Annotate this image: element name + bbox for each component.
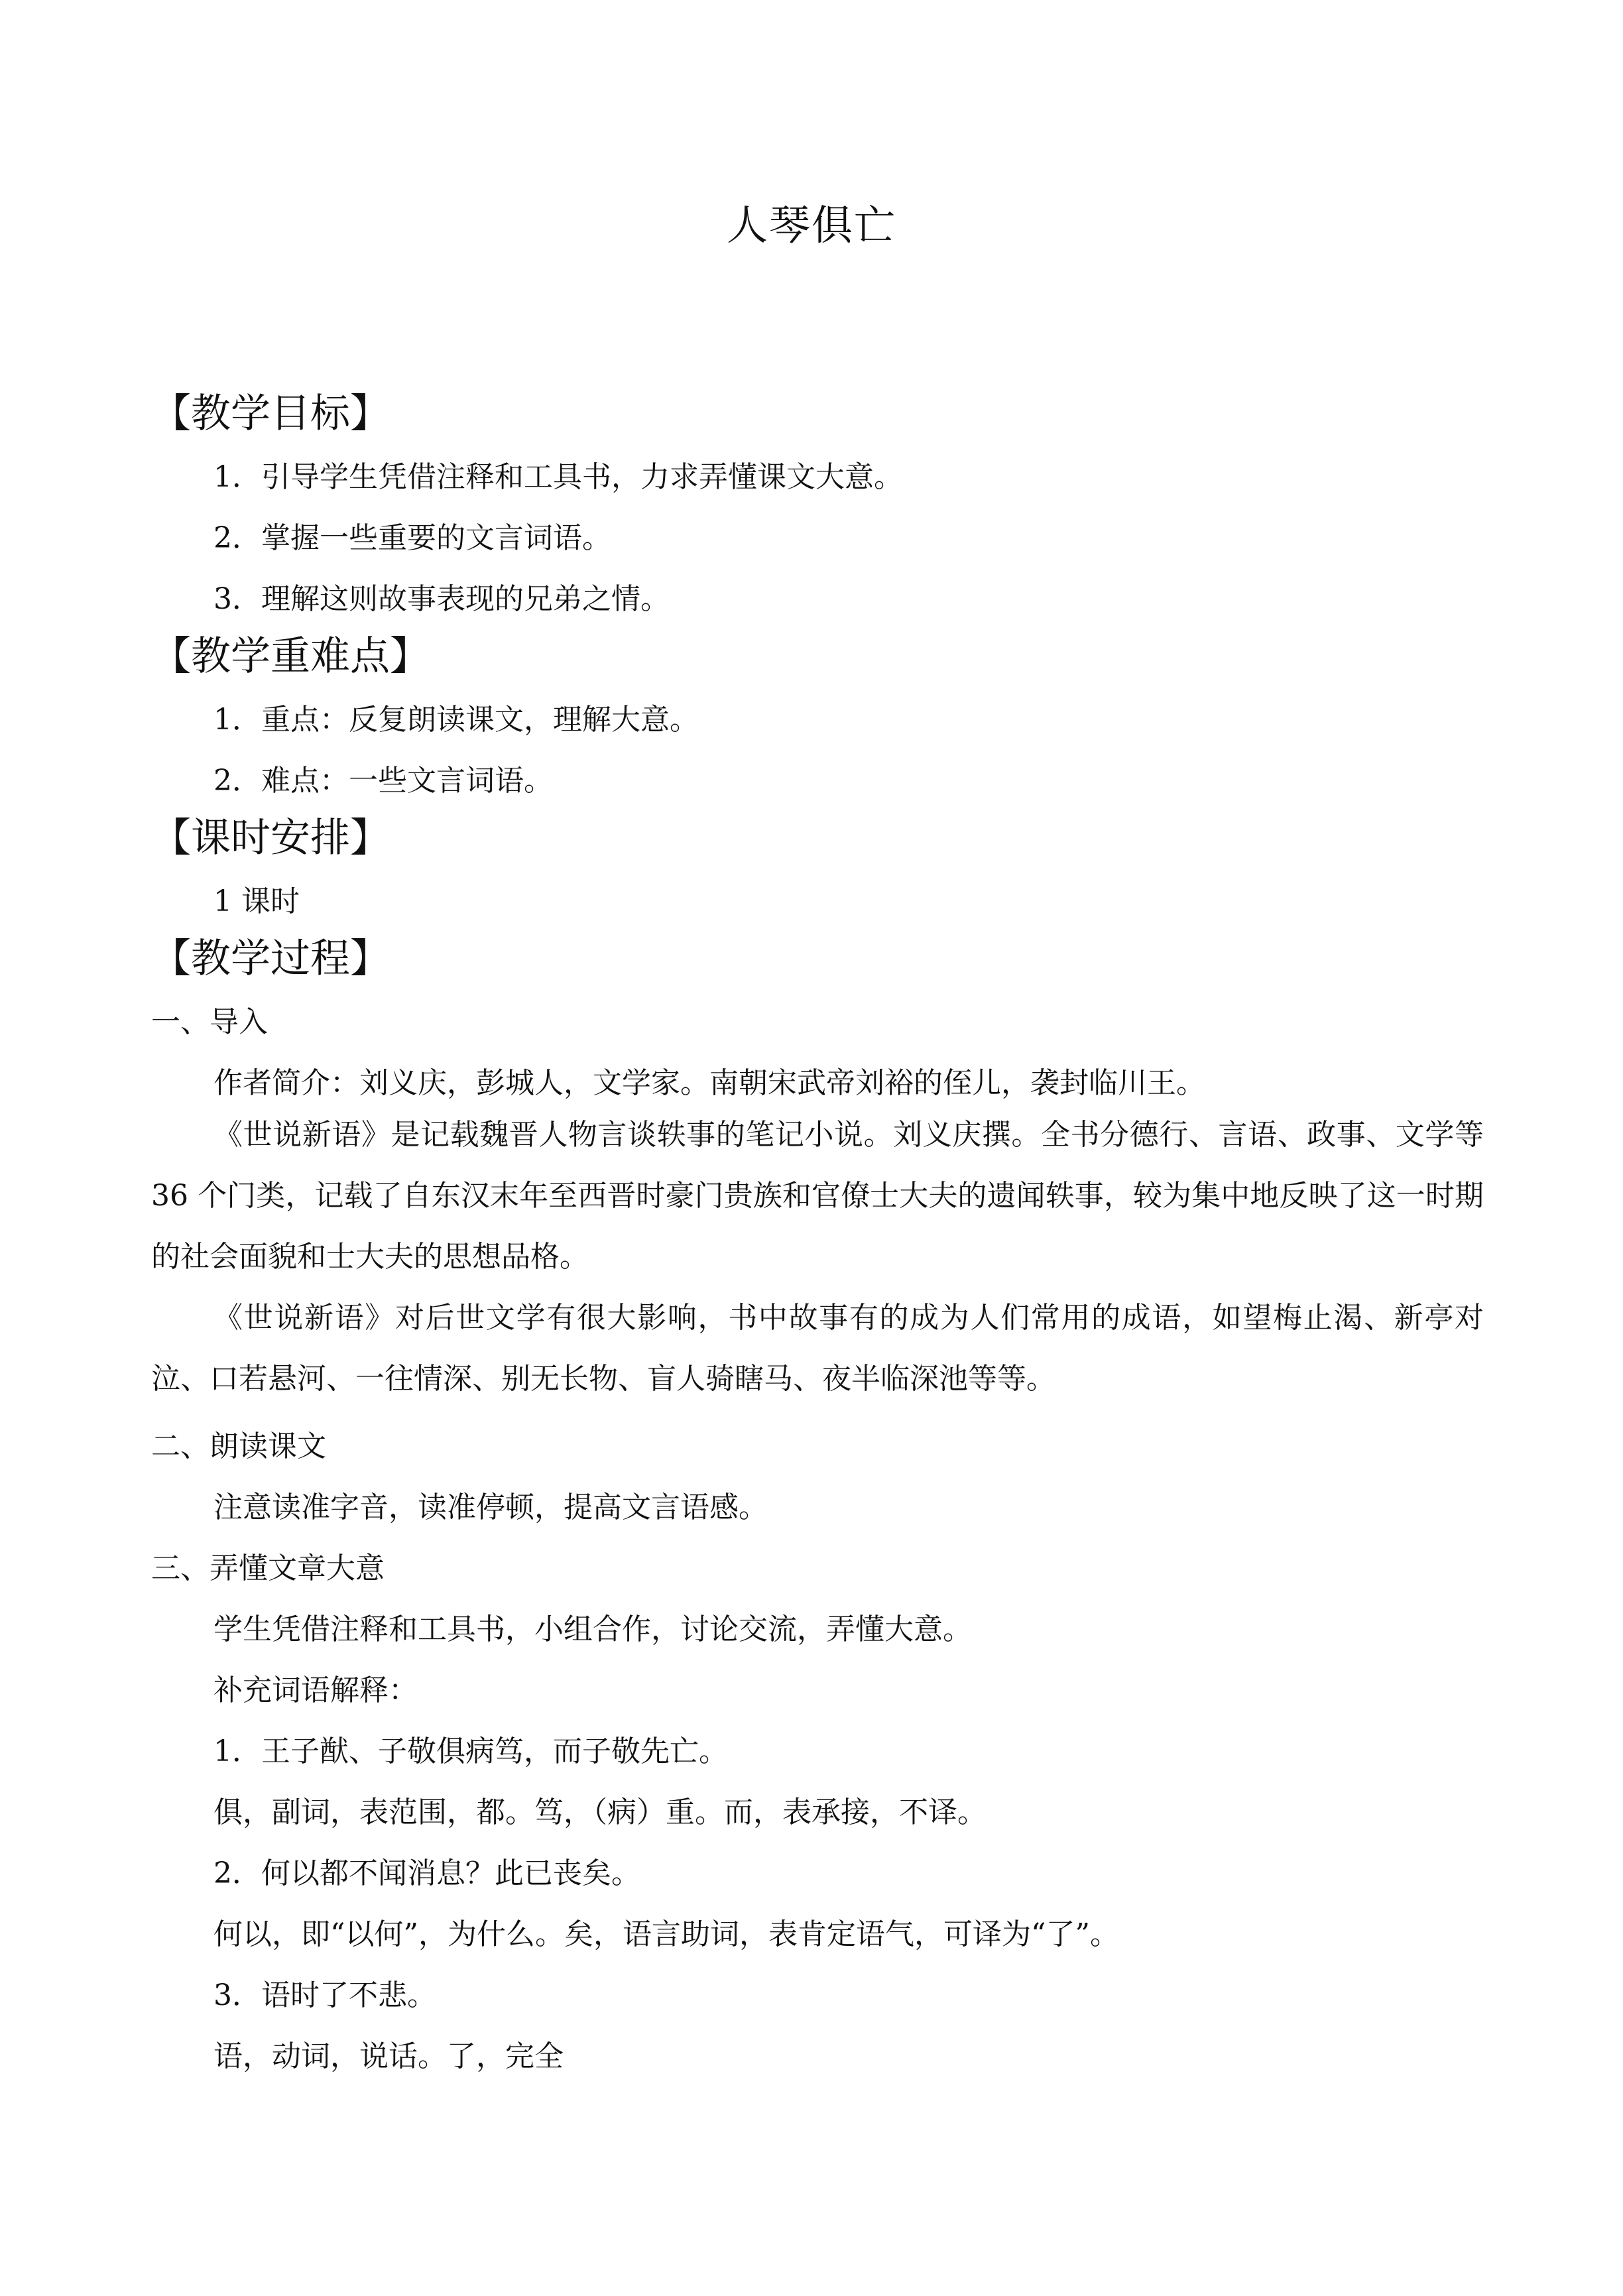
vocab-sentence-1: 1．王子猷、子敬俱病笃，而子敬先亡。: [213, 1734, 728, 1768]
meaning-heading: 三、弄懂文章大意: [151, 1551, 385, 1585]
page-title: 人琴俱亡: [726, 201, 896, 249]
vocab-explanation-2: 何以，即“以何”，为什么。矣，语言助词，表肯定语气，可译为“了”。: [213, 1917, 1119, 1951]
author-intro: 作者简介：刘义庆，彭城人，文学家。南朝宋武帝刘裕的侄儿，袭封临川王。: [213, 1066, 1205, 1100]
vocab-explanation-3: 语，动词，说话。了，完全: [213, 2039, 564, 2073]
intro-heading: 一、导入: [151, 1005, 268, 1039]
vocab-explanation-1: 俱，副词，表范围，都。笃，（病）重。而，表承接，不译。: [213, 1795, 987, 1829]
objective-item-2: 2．掌握一些重要的文言词语。: [213, 521, 611, 555]
objective-item-1: 1．引导学生凭借注释和工具书，力求弄懂课文大意。: [213, 460, 903, 494]
vocab-sentence-2: 2．何以都不闻消息？此已丧矣。: [213, 1856, 640, 1890]
schedule-text: 1 课时: [213, 884, 300, 918]
reading-text: 注意读准字音，读准停顿，提高文言语感。: [213, 1490, 768, 1524]
process-heading: 【教学过程】: [151, 936, 390, 982]
vocab-heading: 补充词语解释：: [213, 1673, 418, 1707]
key-point-item-1: 1．重点：反复朗读课文，理解大意。: [213, 703, 699, 737]
key-point-item-2: 2．难点：一些文言词语。: [213, 764, 553, 798]
objective-item-3: 3．理解这则故事表现的兄弟之情。: [213, 582, 670, 616]
vocab-sentence-3: 3．语时了不悲。: [213, 1978, 436, 2012]
reading-heading: 二、朗读课文: [151, 1429, 326, 1463]
meaning-text: 学生凭借注释和工具书，小组合作，讨论交流，弄懂大意。: [213, 1612, 972, 1646]
book-intro-paragraph: 《世说新语》是记载魏晋人物言谈轶事的笔记小说。刘义庆撰。全书分德行、言语、政事、文学等 36 个门类，记载了自东汉末年至西晋时豪门贵族和官僚士大夫的遗闻轶事，较为集中地反映了这一时期的社会面貌和士大夫的思想品格。: [151, 1118, 1484, 1274]
key-points-heading: 【教学重难点】: [151, 633, 430, 680]
book-influence-paragraph: 《世说新语》对后世文学有很大影响，书中故事有的成为人们常用的成语，如望梅止渴、新亭对泣、口若悬河、一往情深、别无长物、盲人骑瞎马、夜半临深池等等。: [151, 1301, 1484, 1396]
objectives-heading: 【教学目标】: [151, 391, 390, 437]
schedule-heading: 【课时安排】: [151, 815, 390, 861]
